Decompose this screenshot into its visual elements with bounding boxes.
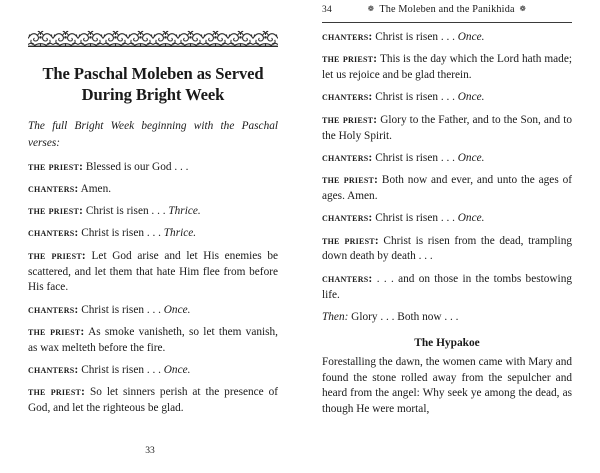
folio-number-left: 33 <box>145 445 155 456</box>
speaker-label: chanters: <box>28 182 79 195</box>
dialogue-text: Blessed is our God . . . <box>83 160 189 173</box>
section-title-hypakoe: The Hypakoe <box>414 336 480 349</box>
dialogue-line <box>28 303 278 319</box>
running-head-rule <box>322 22 572 23</box>
dialogue-text: So let sinners perish at the presence of God, and let the righteous be glad. <box>28 386 278 415</box>
then-rubric-text: Glory . . . Both now . . . <box>348 310 459 323</box>
dialogue-line <box>28 160 278 176</box>
dialogue-text: Let God arise and let His enemies be scattered, and let them that hate Him flee from before His face. <box>28 249 278 294</box>
dialogue-line <box>28 363 278 379</box>
dialogue-line <box>322 272 572 304</box>
floret-ornament-icon: ❁ <box>519 4 527 13</box>
dialogue-line <box>322 52 572 84</box>
dialogue-line <box>28 182 278 198</box>
dialogue-text: Christ is risen . . . <box>78 303 164 316</box>
speaker-label: the priest: <box>322 53 378 66</box>
opening-rubric: The full Bright Week beginning with the Paschal verses: <box>28 120 278 149</box>
dialogue-text: Both now and ever, and unto the ages of ages. Amen. <box>322 174 572 202</box>
running-head <box>322 0 572 21</box>
page-title <box>28 63 278 105</box>
dialogue-line <box>322 234 572 266</box>
speaker-label: chanters: <box>322 31 373 43</box>
speaker-label: the priest: <box>28 386 86 399</box>
dialogue-emphasis: Once. <box>457 151 485 164</box>
dialogue-text: Christ is risen . . . <box>78 227 164 240</box>
foliate-scroll-band-ornament <box>28 30 278 47</box>
speaker-label: chanters: <box>322 91 373 104</box>
right-page <box>300 0 600 473</box>
dialogue-line <box>322 90 572 106</box>
dialogue-line <box>28 385 278 417</box>
dialogue-line <box>28 226 278 242</box>
then-rubric-label: Then: <box>322 310 349 323</box>
dialogue-text: . . . and on those in the tombs bestowing life. <box>322 272 572 301</box>
dialogue-text: Christ is risen . . . <box>372 31 458 43</box>
dialogue-line <box>28 249 278 296</box>
running-head-text: The Moleben and the Panikhida <box>379 4 515 15</box>
speaker-label: the priest: <box>322 174 379 187</box>
speaker-label: the priest: <box>28 326 85 339</box>
dialogue-text: Glory to the Father, and to the Son, and to the Holy Spirit. <box>322 113 572 142</box>
dialogue-text: Christ is risen . . . <box>372 212 458 225</box>
dialogue-text: Christ is risen . . . <box>372 91 458 104</box>
dialogue-line <box>28 325 278 357</box>
dialogue-line <box>28 204 278 220</box>
dialogue-emphasis: Once. <box>457 212 485 225</box>
speaker-label: chanters: <box>322 212 373 225</box>
dialogue-emphasis: Thrice. <box>163 227 197 240</box>
dialogue-line <box>322 173 572 205</box>
speaker-label: the priest: <box>322 234 379 247</box>
dialogue-line <box>322 211 572 227</box>
speaker-label: chanters: <box>28 364 79 377</box>
then-rubric-line <box>322 310 572 326</box>
dialogue-text: Christ is risen . . . <box>372 151 458 164</box>
folio-number-right: 34 <box>322 5 333 15</box>
speaker-label: the priest: <box>28 249 86 262</box>
dialogue-emphasis: Once. <box>457 31 485 43</box>
floret-ornament-icon: ❁ <box>367 4 375 13</box>
dialogue-emphasis: Once. <box>457 91 485 104</box>
speaker-label: chanters: <box>28 303 79 316</box>
running-head-title <box>348 4 546 15</box>
dialogue-text: Christ is risen . . . <box>78 364 164 377</box>
speaker-label: chanters: <box>28 227 79 240</box>
dialogue-text: Amen. <box>78 182 112 195</box>
speaker-label: the priest: <box>28 160 84 173</box>
page-title-line-2: During Bright Week <box>81 85 225 105</box>
dialogue-text: Christ is risen from the dead, trampling down death by death . . . <box>322 234 572 263</box>
page-title-line-1: The Paschal Moleben as Served <box>42 64 264 83</box>
dialogue-text: As smoke vanisheth, so let them vanish, as wax melteth before the fire. <box>28 326 279 354</box>
speaker-label: the priest: <box>28 205 84 218</box>
dialogue-line <box>322 113 572 145</box>
dialogue-line <box>322 151 572 167</box>
dialogue-emphasis: Once. <box>163 364 191 377</box>
dialogue-line <box>322 30 572 46</box>
hypakoe-body: Forestalling the dawn, the women came with Mary and found the stone rolled away from the sepulcher and heard from the angel: Why seek ye among the dead, as though He were mortal, <box>322 355 572 416</box>
dialogue-emphasis: Thrice. <box>168 205 201 218</box>
speaker-label: chanters: <box>322 272 373 285</box>
dialogue-text: This is the day which the Lord hath made; let us rejoice and be glad therein. <box>322 53 572 82</box>
speaker-label: the priest: <box>322 113 378 126</box>
dialogue-text: Christ is risen . . . <box>83 205 169 218</box>
dialogue-emphasis: Once. <box>163 303 191 316</box>
speaker-label: chanters: <box>322 151 373 164</box>
